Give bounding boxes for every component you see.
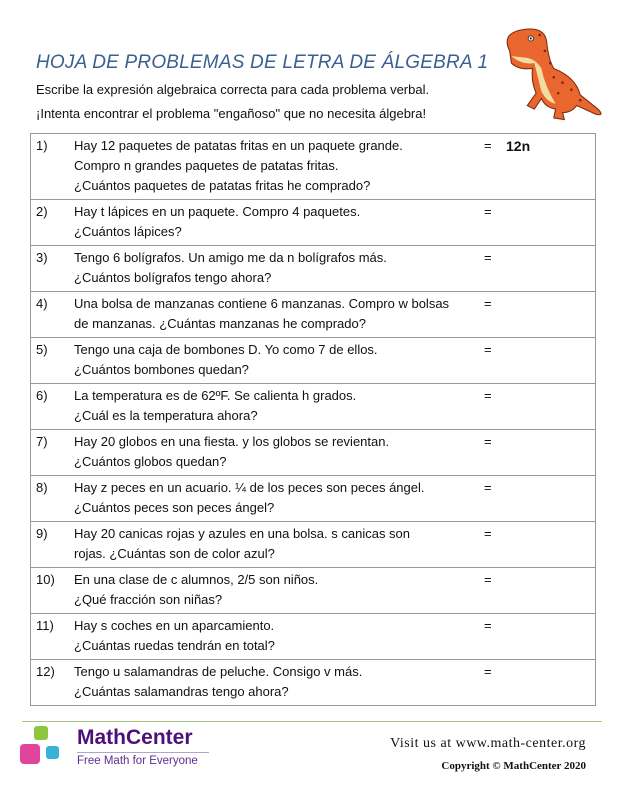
problem-line: La temperatura es de 62ºF. Se calienta h grados. <box>74 388 357 403</box>
problem-line: ¿Cuántos globos quedan? <box>74 454 227 469</box>
instruction-line: Escribe la expresión algebraica correcta para cada problema verbal. <box>36 82 430 97</box>
problem-line: Hay s coches en un aparcamiento. <box>74 618 275 633</box>
problem-line: ¿Cuántos paquetes de patatas fritas he comprado? <box>74 178 371 193</box>
problem-line: Hay 20 globos en una fiesta. y los globos se revientan. <box>74 434 390 449</box>
problem-text <box>74 384 484 430</box>
problem-number: 9) <box>31 522 75 568</box>
problem-row <box>31 246 596 292</box>
answer-field[interactable] <box>506 200 596 246</box>
instruction-line: ¡Intenta encontrar el problema "engañoso" que no necesita álgebra! <box>36 106 427 121</box>
problem-text <box>74 522 484 568</box>
answer-field[interactable] <box>506 568 596 614</box>
brand-tagline: Free Math for Everyone <box>77 755 198 767</box>
brand-name: MathCenter <box>77 726 193 749</box>
equals-sign: = <box>484 568 506 614</box>
mathcenter-dice-logo <box>18 724 68 774</box>
answer-field[interactable] <box>506 246 596 292</box>
answer-field[interactable]: 12n <box>506 134 596 200</box>
problem-line: ¿Cuántas ruedas tendrán en total? <box>74 638 275 653</box>
page-title: HOJA DE PROBLEMAS DE LETRA DE ÁLGEBRA 1 <box>36 52 489 73</box>
problem-text <box>74 134 484 200</box>
problem-row <box>31 134 596 200</box>
problem-number: 7) <box>31 430 75 476</box>
problem-number: 10) <box>31 568 75 614</box>
problem-line: ¿Qué fracción son niñas? <box>74 592 223 607</box>
problem-line: En una clase de c alumnos, 2/5 son niños. <box>74 572 319 587</box>
problem-number: 4) <box>31 292 75 338</box>
problem-number: 2) <box>31 200 75 246</box>
problem-line: ¿Cuál es la temperatura ahora? <box>74 408 258 423</box>
problem-row <box>31 614 596 660</box>
answer-field[interactable] <box>506 430 596 476</box>
equals-sign: = <box>484 614 506 660</box>
problem-line: Compro n grandes paquetes de patatas fritas. <box>74 158 339 173</box>
problem-line: Una bolsa de manzanas contiene 6 manzanas. Compro w bolsas <box>74 296 450 311</box>
problem-line: rojas. ¿Cuántas son de color azul? <box>74 546 275 561</box>
equals-sign: = <box>484 292 506 338</box>
answer-field[interactable] <box>506 660 596 706</box>
equals-sign: = <box>484 134 506 200</box>
problem-line: ¿Cuántas salamandras tengo ahora? <box>74 684 289 699</box>
problem-line: ¿Cuántos bombones quedan? <box>74 362 249 377</box>
brand-underline <box>77 752 209 753</box>
answer-field[interactable] <box>506 338 596 384</box>
equals-sign: = <box>484 430 506 476</box>
problem-number: 8) <box>31 476 75 522</box>
problem-row <box>31 338 596 384</box>
equals-sign: = <box>484 660 506 706</box>
problem-number: 6) <box>31 384 75 430</box>
answer-field[interactable] <box>506 522 596 568</box>
problem-row <box>31 568 596 614</box>
problem-number: 1) <box>31 134 75 200</box>
problem-row <box>31 200 596 246</box>
problem-line: ¿Cuántos lápices? <box>74 224 182 239</box>
equals-sign: = <box>484 200 506 246</box>
problem-text <box>74 292 484 338</box>
answer-field[interactable] <box>506 614 596 660</box>
problem-line: Hay t lápices en un paquete. Compro 4 paquetes. <box>74 204 361 219</box>
equals-sign: = <box>484 384 506 430</box>
problem-row <box>31 384 596 430</box>
problem-number: 12) <box>31 660 75 706</box>
footer-divider <box>22 721 602 722</box>
problem-text <box>74 476 484 522</box>
problem-row <box>31 476 596 522</box>
problem-number: 3) <box>31 246 75 292</box>
equals-sign: = <box>484 476 506 522</box>
problem-text <box>74 660 484 706</box>
answer-field[interactable] <box>506 292 596 338</box>
problems-table <box>30 133 596 706</box>
problem-line: Hay 12 paquetes de patatas fritas en un paquete grande. <box>74 138 403 153</box>
equals-sign: = <box>484 338 506 384</box>
problem-number: 5) <box>31 338 75 384</box>
problem-text <box>74 246 484 292</box>
problem-text <box>74 614 484 660</box>
problem-line: Tengo 6 bolígrafos. Un amigo me da n bolígrafos más. <box>74 250 387 265</box>
problem-text <box>74 568 484 614</box>
answer-field[interactable] <box>506 476 596 522</box>
problem-line: Hay z peces en un acuario. ¼ de los peces son peces ángel. <box>74 480 425 495</box>
problem-line: ¿Cuántos peces son peces ángel? <box>74 500 275 515</box>
problem-row <box>31 522 596 568</box>
problem-line: de manzanas. ¿Cuántas manzanas he comprado? <box>74 316 366 331</box>
equals-sign: = <box>484 246 506 292</box>
problem-text <box>74 338 484 384</box>
copyright: Copyright © MathCenter 2020 <box>441 760 586 772</box>
problem-row <box>31 660 596 706</box>
dinosaur-illustration <box>492 18 612 126</box>
problem-row <box>31 430 596 476</box>
problem-line: ¿Cuántos bolígrafos tengo ahora? <box>74 270 272 285</box>
problem-text <box>74 200 484 246</box>
problem-line: Hay 20 canicas rojas y azules en una bolsa. s canicas son <box>74 526 411 541</box>
website-link[interactable]: Visit us at www.math-center.org <box>390 736 586 751</box>
problem-line: Tengo una caja de bombones D. Yo como 7 de ellos. <box>74 342 378 357</box>
problem-text <box>74 430 484 476</box>
answer-field[interactable] <box>506 384 596 430</box>
problem-number: 11) <box>31 614 75 660</box>
problem-row <box>31 292 596 338</box>
problem-line: Tengo u salamandras de peluche. Consigo v más. <box>74 664 363 679</box>
equals-sign: = <box>484 522 506 568</box>
